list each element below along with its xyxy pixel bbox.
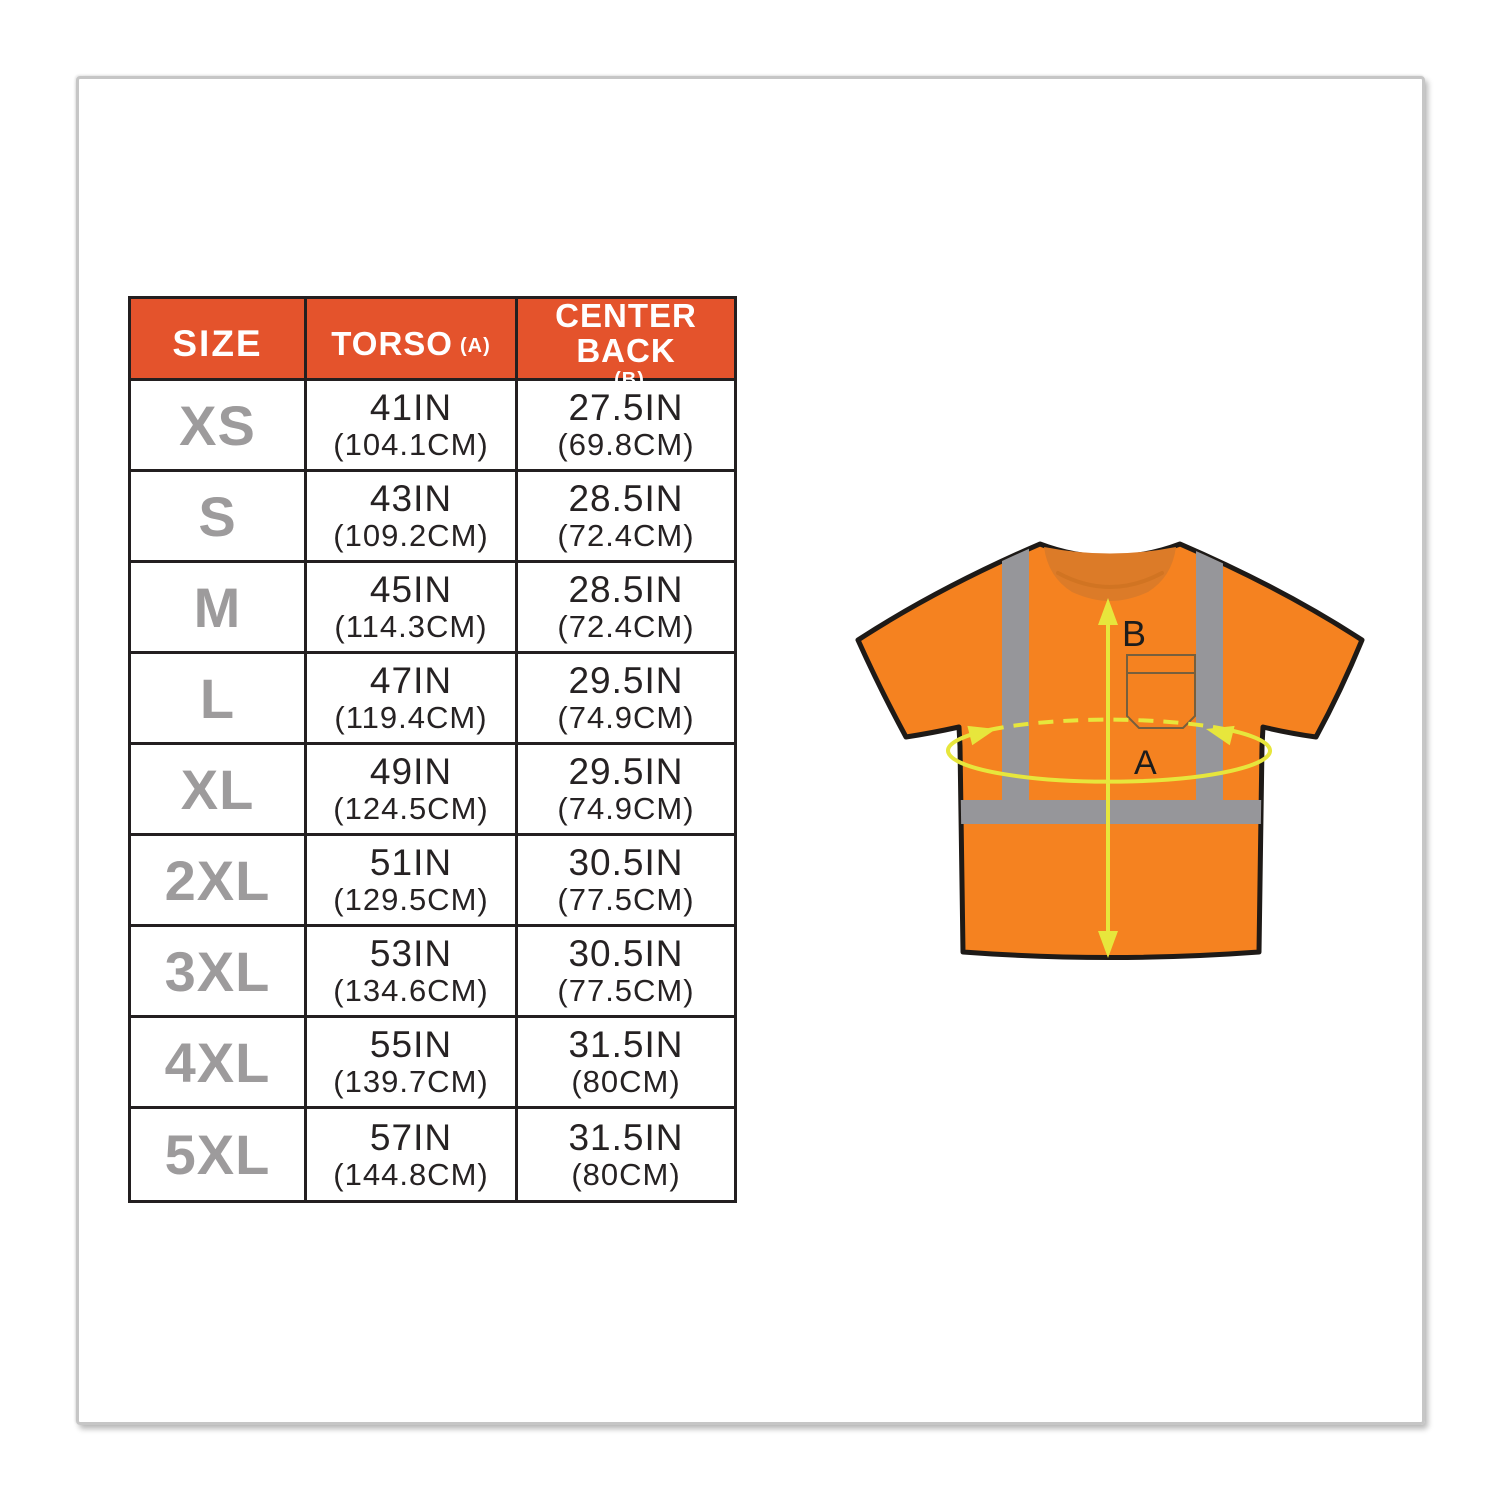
center-back-cell (518, 472, 734, 560)
waist-stripe (955, 800, 1267, 824)
center-back-value-cm: (80CM) (571, 1064, 681, 1100)
header-torso-note: (A) (459, 334, 491, 357)
center-back-value-in: 31.5IN (568, 1116, 684, 1158)
center-back-value-in: 28.5IN (568, 478, 684, 520)
torso-value-in: 43IN (369, 478, 453, 520)
table-row (131, 381, 734, 472)
center-back-value-in: 30.5IN (568, 933, 684, 975)
center-back-cell (518, 1109, 734, 1200)
measure-b-label: B (1122, 613, 1147, 654)
center-back-cell (518, 1018, 734, 1106)
header-center-back (518, 297, 734, 392)
torso-cell (307, 654, 518, 742)
torso-value-cm: (124.5CM) (333, 791, 489, 827)
left-shoulder-stripe (1002, 538, 1029, 800)
torso-value-cm: (144.8CM) (333, 1156, 489, 1192)
center-back-value-in: 30.5IN (568, 842, 684, 884)
center-back-value-in: 27.5IN (568, 387, 684, 429)
table-body (131, 381, 734, 1200)
center-back-cell (518, 927, 734, 1015)
table-row (131, 1109, 734, 1200)
table-row (131, 927, 734, 1018)
table-row (131, 563, 734, 654)
center-back-cell (518, 654, 734, 742)
header-center-back-label: CENTER BACK (555, 297, 708, 369)
torso-cell (307, 381, 518, 469)
torso-cell (307, 745, 518, 833)
size-label: XL (131, 745, 307, 833)
torso-value-in: 55IN (369, 1024, 453, 1066)
torso-value-in: 41IN (369, 387, 453, 429)
center-back-value-cm: (74.9CM) (557, 700, 695, 736)
header-torso (307, 299, 518, 389)
torso-cell (307, 1018, 518, 1106)
table-row (131, 654, 734, 745)
table-row (131, 836, 734, 927)
size-label: S (131, 472, 307, 560)
header-size-label: SIZE (172, 322, 263, 364)
center-back-cell (518, 381, 734, 469)
header-size (131, 299, 307, 389)
table-header-row (131, 297, 734, 392)
torso-cell (307, 1109, 518, 1200)
center-back-value-in: 28.5IN (568, 569, 684, 611)
size-label: 2XL (131, 836, 307, 924)
center-back-value-cm: (69.8CM) (557, 427, 695, 463)
center-back-value-in: 29.5IN (568, 660, 684, 702)
header-center-back-note: (B) (614, 369, 645, 392)
torso-value-cm: (129.5CM) (333, 882, 489, 918)
size-chart-table (128, 296, 737, 1203)
center-back-value-cm: (74.9CM) (557, 791, 695, 827)
size-label: 5XL (131, 1109, 307, 1200)
center-back-cell (518, 745, 734, 833)
size-label: 3XL (131, 927, 307, 1015)
center-back-value-cm: (77.5CM) (557, 882, 695, 918)
torso-cell (307, 836, 518, 924)
center-back-value-cm: (72.4CM) (557, 609, 695, 645)
torso-value-cm: (139.7CM) (333, 1064, 489, 1100)
table-row (131, 1018, 734, 1109)
size-label: 4XL (131, 1018, 307, 1106)
torso-value-cm: (109.2CM) (333, 518, 489, 554)
torso-value-in: 53IN (369, 933, 453, 975)
header-torso-label: TORSO (331, 324, 453, 362)
right-shoulder-stripe (1196, 538, 1223, 800)
torso-cell (307, 472, 518, 560)
table-row (131, 472, 734, 563)
center-back-value-cm: (80CM) (571, 1156, 681, 1192)
center-back-value-cm: (77.5CM) (557, 973, 695, 1009)
torso-value-cm: (134.6CM) (333, 973, 489, 1009)
size-label: XS (131, 381, 307, 469)
size-label: M (131, 563, 307, 651)
torso-value-cm: (114.3CM) (334, 609, 488, 645)
shirt-measurement-diagram (830, 510, 1410, 990)
torso-value-cm: (104.1CM) (333, 427, 489, 463)
center-back-cell (518, 563, 734, 651)
torso-cell (307, 563, 518, 651)
center-back-value-in: 31.5IN (568, 1024, 684, 1066)
torso-value-in: 57IN (369, 1116, 453, 1158)
torso-cell (307, 927, 518, 1015)
measure-a-label: A (1134, 744, 1157, 782)
size-label: L (131, 654, 307, 742)
torso-value-in: 49IN (369, 751, 453, 793)
center-back-cell (518, 836, 734, 924)
torso-value-in: 51IN (369, 842, 453, 884)
center-back-value-in: 29.5IN (568, 751, 684, 793)
table-row (131, 745, 734, 836)
torso-value-in: 45IN (369, 569, 453, 611)
torso-value-cm: (119.4CM) (334, 700, 488, 736)
torso-value-in: 47IN (369, 660, 453, 702)
center-back-value-cm: (72.4CM) (557, 518, 695, 554)
